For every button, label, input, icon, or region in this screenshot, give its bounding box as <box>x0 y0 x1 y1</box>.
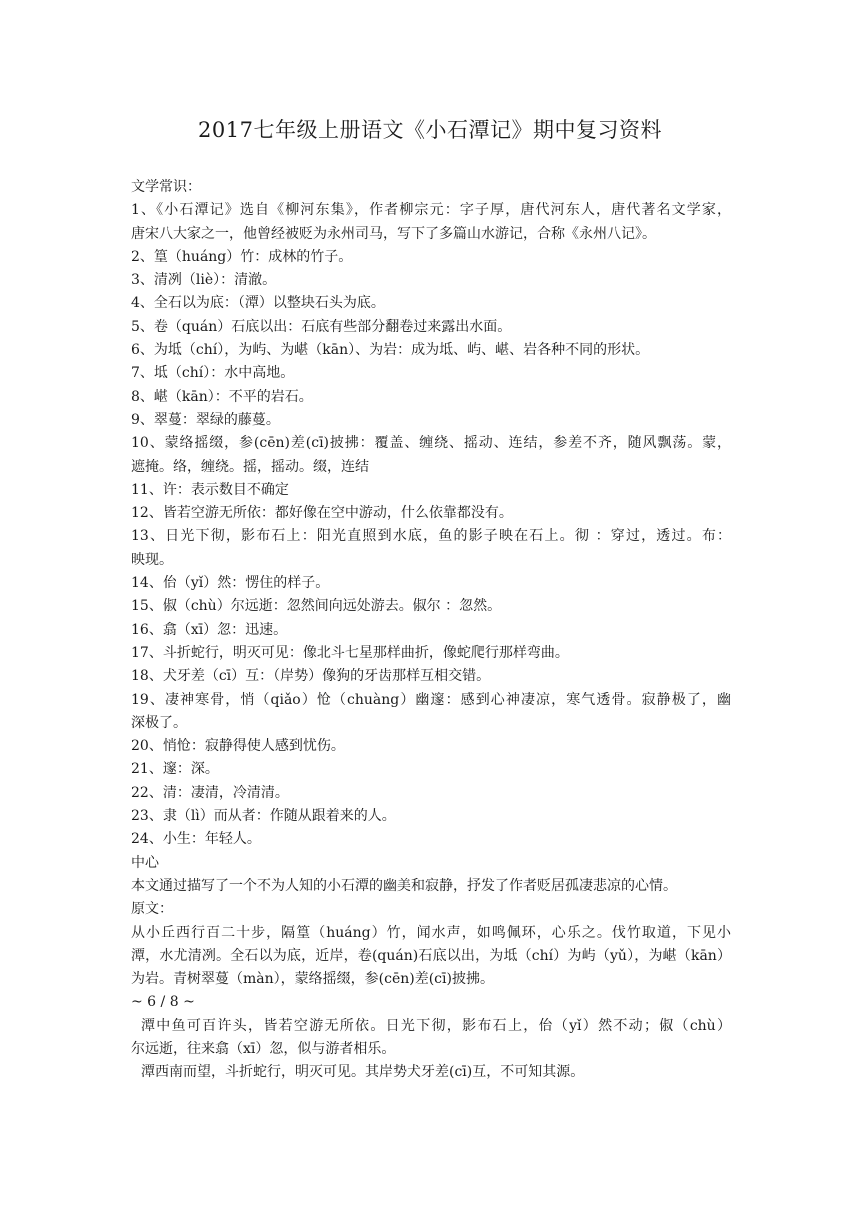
text-line: 1、《小石潭记》选自《柳河东集》，作者柳宗元：字子厚，唐代河东人，唐代著名文学家， <box>131 202 731 219</box>
text-line: 12、皆若空游无所依：都好像在空中游动，什么依靠都没有。 <box>131 505 513 522</box>
document-title: 2017七年级上册语文《小石潭记》期中复习资料 <box>198 118 662 142</box>
text-line: 18、犬牙差（cī）互：（岸势）像狗的牙齿那样互相交错。 <box>131 668 491 685</box>
text-line: 23、隶（lì）而从者：作随从跟着来的人。 <box>131 808 396 825</box>
text-line: 映现。 <box>131 551 173 568</box>
text-line: 10、蒙络摇缀，参(cēn)差(cī)披拂：覆盖、缠绕、摇动、连结，参差不齐，随风飘荡。蒙， <box>131 435 731 452</box>
text-line: 潭，水尤清冽。全石以为底，近岸，卷(quán)石底以出，为坻（chí）为屿（yǔ），为嵁（kān） <box>131 947 731 964</box>
document-body <box>131 176 731 1085</box>
text-line: 5、卷（quán）石底以出：石底有些部分翻卷过来露出水面。 <box>131 318 512 335</box>
text-line: 17、斗折蛇行，明灭可见：像北斗七星那样曲折，像蛇爬行那样弯曲。 <box>131 644 569 661</box>
text-line: 中心 <box>131 854 159 871</box>
text-line: 本文通过描写了一个不为人知的小石潭的幽美和寂静，抒发了作者贬居孤凄悲凉的心情。 <box>131 877 677 894</box>
text-line: 遮掩。络，缠绕。摇，摇动。缀，连结 <box>131 458 369 475</box>
text-line: 深极了。 <box>131 714 187 731</box>
text-line: ~ 6 / 8 ~ <box>131 994 195 1011</box>
text-line: 原文： <box>131 901 173 918</box>
text-line: 14、佁（yǐ）然：愣住的样子。 <box>131 575 330 592</box>
text-line: 6、为坻（chí），为屿、为嵁（kān）、为岩：成为坻、屿、嵁、岩各种不同的形状。 <box>131 342 650 359</box>
text-line: 9、翠蔓：翠绿的藤蔓。 <box>131 411 280 428</box>
text-line: 24、小生：年轻人。 <box>131 831 261 848</box>
text-line: 19、凄神寒骨，悄（qiǎo）怆（chuàng）幽邃：感到心神凄凉，寒气透骨。寂静极了，幽 <box>131 691 731 708</box>
text-line: 唐宋八大家之一，他曾经被贬为永州司马，写下了多篇山水游记，合称《永州八记》。 <box>131 225 656 242</box>
text-line: 16、翕（xī）忽：迅速。 <box>131 621 288 638</box>
text-line: 11、许：表示数目不确定 <box>131 481 289 498</box>
text-line: 文学常识： <box>131 179 201 195</box>
text-line: 潭中鱼可百许头，皆若空游无所依。日光下彻，影布石上，佁（yǐ）然不动；俶（chù） <box>141 1017 731 1034</box>
text-line: 21、邃：深。 <box>131 761 219 778</box>
text-line: 4、全石以为底：（潭）以整块石头为底。 <box>131 295 385 312</box>
text-line: 8、嵁（kān）：不平的岩石。 <box>131 388 313 405</box>
text-line: 13、日光下彻，影布石上：阳光直照到水底，鱼的影子映在石上。彻 ：穿过，透过。布： <box>131 528 731 545</box>
text-line: 7、坻（chí）：水中高地。 <box>131 365 295 382</box>
text-line: 为岩。青树翠蔓（màn），蒙络摇缀，参(cēn)差(cī)披拂。 <box>131 971 494 988</box>
text-line: 尔远逝，往来翕（xī）忽，似与游者相乐。 <box>131 1040 396 1057</box>
text-line: 15、俶（chù）尔远逝：忽然间向远处游去。俶尔 ：忽然。 <box>131 598 502 615</box>
text-line: 2、篁（huáng）竹：成林的竹子。 <box>131 248 353 265</box>
text-line: 潭西南而望，斗折蛇行，明灭可见。其岸势犬牙差(cī)互，不可知其源。 <box>141 1064 585 1081</box>
text-line: 从小丘西行百二十步，隔篁（huáng）竹，闻水声，如鸣佩环，心乐之。伐竹取道，下见小 <box>131 924 731 941</box>
text-line: 3、清冽（liè）：清澈。 <box>131 272 277 289</box>
text-line: 20、悄怆：寂静得使人感到忧伤。 <box>131 738 345 755</box>
text-line: 22、清：凄清，冷清清。 <box>131 784 289 801</box>
